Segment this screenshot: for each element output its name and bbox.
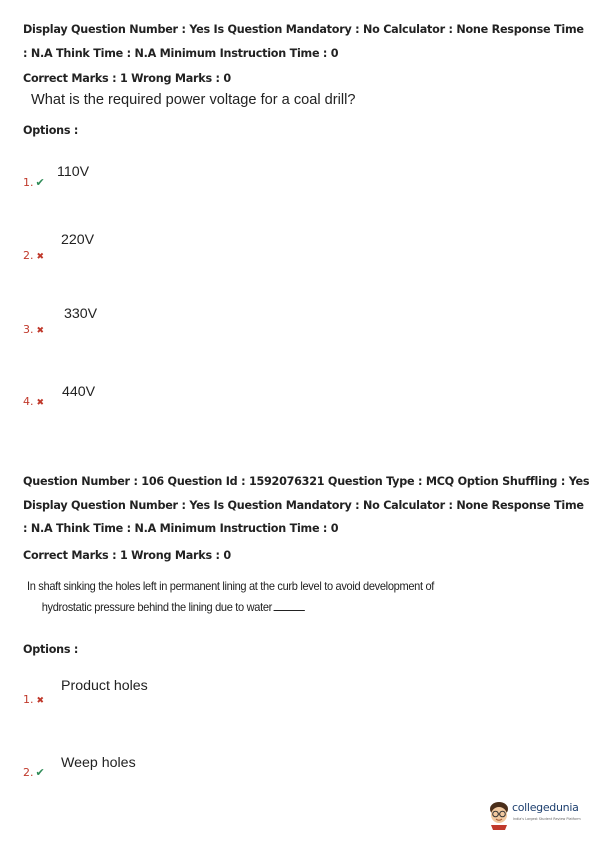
q2-marks: Correct Marks : 1 Wrong Marks : 0 <box>23 549 231 562</box>
check-icon: ✔ <box>35 766 45 779</box>
option-text: 110V <box>57 164 90 180</box>
cross-icon: ✖ <box>36 326 45 336</box>
mascot-icon <box>488 800 510 830</box>
answer-blank <box>274 600 305 611</box>
option-number: 3. <box>23 323 34 336</box>
option-text: 220V <box>61 232 95 248</box>
check-icon: ✔ <box>35 176 45 189</box>
option-number: 1. <box>23 176 34 189</box>
cross-icon: ✖ <box>36 252 45 262</box>
cross-icon: ✖ <box>36 398 45 408</box>
q1-marks: Correct Marks : 1 Wrong Marks : 0 <box>23 72 231 85</box>
logo-wordmark: collegedunia <box>512 801 579 814</box>
logo-tagline: India's Largest Student Review Platform <box>513 817 581 821</box>
q2-meta-line1: Display Question Number : Yes Is Question Mandatory : No Calculator : None Response Time <box>23 499 584 512</box>
q2-question-line1: In shaft sinking the holes left in permanent lining at the curb level to avoid development of <box>27 579 435 593</box>
option-number: 2. <box>23 249 34 262</box>
q2-meta-line2: : N.A Think Time : N.A Minimum Instruction Time : 0 <box>23 522 339 535</box>
option-number: 1. <box>23 693 34 706</box>
q1-meta-line1: Display Question Number : Yes Is Question Mandatory : No Calculator : None Response Time <box>23 23 584 36</box>
option-number: 4. <box>23 395 34 408</box>
q2-options-label: Options : <box>23 643 79 656</box>
option-text: 440V <box>62 384 96 400</box>
q1-meta-line2: : N.A Think Time : N.A Minimum Instruction Time : 0 <box>23 47 339 60</box>
option-text: Product holes <box>61 678 148 694</box>
q1-question-text: What is the required power voltage for a coal drill? <box>31 92 356 108</box>
q2-question-line2: hydrostatic pressure behind the lining due to water <box>41 600 273 614</box>
collegedunia-logo <box>488 800 588 830</box>
q1-options-label: Options : <box>23 124 79 137</box>
q2-question-text <box>27 576 459 618</box>
cross-icon: ✖ <box>36 696 45 706</box>
option-text: 330V <box>64 306 98 322</box>
option-text: Weep holes <box>61 755 136 771</box>
option-number: 2. <box>23 766 34 779</box>
q2-header: Question Number : 106 Question Id : 1592076321 Question Type : MCQ Option Shuffling : Yes <box>23 475 590 488</box>
